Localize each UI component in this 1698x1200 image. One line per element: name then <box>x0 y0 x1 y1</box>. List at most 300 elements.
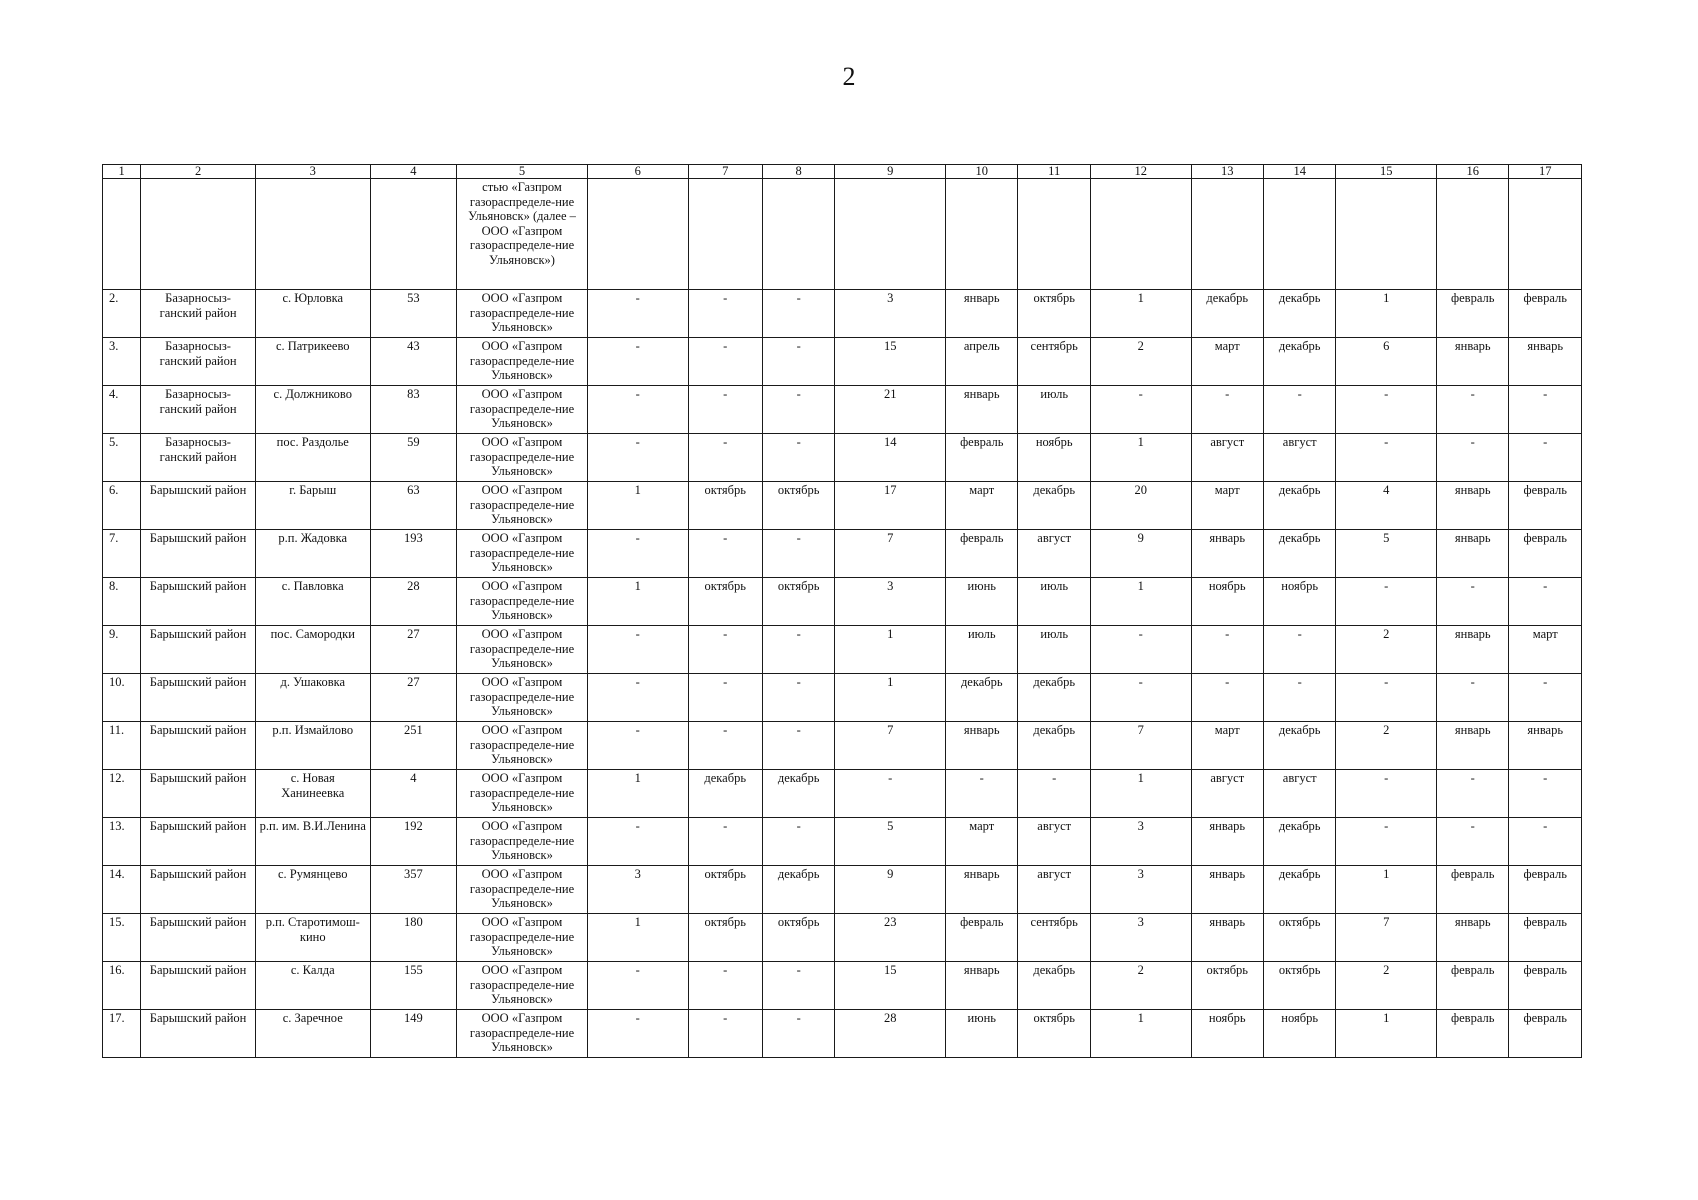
table-cell-col-16: февраль <box>1437 290 1509 338</box>
table-cell-col-4: 53 <box>370 290 457 338</box>
table-cell-col-16: январь <box>1437 338 1509 386</box>
table-cell-col-15: 2 <box>1336 962 1437 1010</box>
table-cell-col-3: с. Павловка <box>255 578 370 626</box>
table-cell-col-16: февраль <box>1437 1010 1509 1058</box>
continuation-cell-14 <box>1263 179 1335 290</box>
table-cell-col-16: январь <box>1437 722 1509 770</box>
table-cell-col-13: январь <box>1191 914 1263 962</box>
table-cell-col-7: - <box>688 1010 762 1058</box>
table-cell-col-4: 27 <box>370 626 457 674</box>
table-cell-col-12: 1 <box>1090 1010 1191 1058</box>
column-header-8: 8 <box>762 165 834 179</box>
table-cell-col-8: - <box>762 290 834 338</box>
table-cell-col-11: октябрь <box>1018 290 1090 338</box>
table-cell-col-7: октябрь <box>688 482 762 530</box>
column-header-9: 9 <box>835 165 946 179</box>
table-row <box>103 578 1582 626</box>
table-cell-col-14: октябрь <box>1263 962 1335 1010</box>
table-cell-col-2: Барышский район <box>141 626 256 674</box>
table-cell-col-6: - <box>587 818 688 866</box>
table-cell-col-5: ООО «Газпром газораспределе-ние Ульяновск» <box>457 434 588 482</box>
table-cell-col-11: июль <box>1018 386 1090 434</box>
continuation-cell-7 <box>688 179 762 290</box>
table-cell-col-12: 9 <box>1090 530 1191 578</box>
table-cell-col-10: июль <box>946 626 1018 674</box>
table-row <box>103 386 1582 434</box>
table-cell-col-17: январь <box>1509 722 1582 770</box>
table-cell-col-5: ООО «Газпром газораспределе-ние Ульяновск» <box>457 722 588 770</box>
table-cell-col-2: Барышский район <box>141 914 256 962</box>
table-cell-col-17: январь <box>1509 338 1582 386</box>
table-cell-col-1: 8. <box>103 578 141 626</box>
table-cell-col-11: - <box>1018 770 1090 818</box>
table-cell-col-1: 16. <box>103 962 141 1010</box>
table-cell-col-10: февраль <box>946 530 1018 578</box>
table-cell-col-16: - <box>1437 770 1509 818</box>
table-cell-col-14: - <box>1263 626 1335 674</box>
table-cell-col-12: - <box>1090 626 1191 674</box>
table-cell-col-16: - <box>1437 578 1509 626</box>
table-cell-col-8: - <box>762 722 834 770</box>
table-cell-col-16: - <box>1437 434 1509 482</box>
table-row <box>103 1010 1582 1058</box>
table-cell-col-10: январь <box>946 290 1018 338</box>
table-cell-col-2: Барышский район <box>141 578 256 626</box>
table-cell-col-5: ООО «Газпром газораспределе-ние Ульяновск» <box>457 530 588 578</box>
table-cell-col-14: октябрь <box>1263 914 1335 962</box>
table-cell-col-3: с. Румянцево <box>255 866 370 914</box>
table-cell-col-15: - <box>1336 578 1437 626</box>
column-header-13: 13 <box>1191 165 1263 179</box>
table-cell-col-9: 15 <box>835 962 946 1010</box>
continuation-cell-1 <box>103 179 141 290</box>
table-cell-col-13: март <box>1191 722 1263 770</box>
table-cell-col-12: 1 <box>1090 578 1191 626</box>
table-cell-col-3: с. Новая Ханинеевка <box>255 770 370 818</box>
table-row-continuation <box>103 179 1582 290</box>
table-cell-col-2: Барышский район <box>141 722 256 770</box>
table-cell-col-11: июль <box>1018 578 1090 626</box>
table-cell-col-1: 4. <box>103 386 141 434</box>
continuation-cell-11 <box>1018 179 1090 290</box>
table-cell-col-11: декабрь <box>1018 962 1090 1010</box>
table-row <box>103 914 1582 962</box>
table-cell-col-6: - <box>587 434 688 482</box>
table-cell-col-12: 20 <box>1090 482 1191 530</box>
table-cell-col-5: ООО «Газпром газораспределе-ние Ульяновск» <box>457 1010 588 1058</box>
table-cell-col-9: 21 <box>835 386 946 434</box>
table-cell-col-16: - <box>1437 386 1509 434</box>
column-header-14: 14 <box>1263 165 1335 179</box>
continuation-cell-16 <box>1437 179 1509 290</box>
table-cell-col-7: октябрь <box>688 578 762 626</box>
table-cell-col-10: апрель <box>946 338 1018 386</box>
table-cell-col-8: декабрь <box>762 770 834 818</box>
table-cell-col-15: 2 <box>1336 722 1437 770</box>
table-row <box>103 722 1582 770</box>
table-cell-col-4: 155 <box>370 962 457 1010</box>
column-header-2: 2 <box>141 165 256 179</box>
table-cell-col-5: ООО «Газпром газораспределе-ние Ульяновск» <box>457 914 588 962</box>
table-row <box>103 530 1582 578</box>
table-cell-col-5: ООО «Газпром газораспределе-ние Ульяновск» <box>457 770 588 818</box>
table-cell-col-5: ООО «Газпром газораспределе-ние Ульяновск» <box>457 962 588 1010</box>
table-cell-col-1: 10. <box>103 674 141 722</box>
table-cell-col-9: 3 <box>835 290 946 338</box>
table-cell-col-6: 1 <box>587 578 688 626</box>
table-cell-col-12: 1 <box>1090 770 1191 818</box>
table-cell-col-14: - <box>1263 386 1335 434</box>
table-cell-col-8: - <box>762 1010 834 1058</box>
table-cell-col-13: январь <box>1191 866 1263 914</box>
table-cell-col-4: 192 <box>370 818 457 866</box>
table-cell-col-13: январь <box>1191 530 1263 578</box>
table-cell-col-9: 7 <box>835 722 946 770</box>
table-cell-col-17: февраль <box>1509 290 1582 338</box>
column-header-17: 17 <box>1509 165 1582 179</box>
table-cell-col-9: 3 <box>835 578 946 626</box>
table-cell-col-15: - <box>1336 818 1437 866</box>
table-cell-col-2: Базарносыз-ганский район <box>141 386 256 434</box>
table-cell-col-14: декабрь <box>1263 338 1335 386</box>
table-cell-col-1: 6. <box>103 482 141 530</box>
table-cell-col-7: октябрь <box>688 866 762 914</box>
table-cell-col-8: - <box>762 530 834 578</box>
table-cell-col-16: - <box>1437 818 1509 866</box>
table-cell-col-3: пос. Раздолье <box>255 434 370 482</box>
table-cell-col-11: октябрь <box>1018 1010 1090 1058</box>
table-cell-col-1: 13. <box>103 818 141 866</box>
continuation-cell-5: стью «Газпром газораспределе-ние Ульяновск» (далее – ООО «Газпром газораспределе-ние Ульяновск») <box>457 179 588 290</box>
table-cell-col-6: - <box>587 530 688 578</box>
table-row <box>103 818 1582 866</box>
table-cell-col-17: февраль <box>1509 914 1582 962</box>
table-cell-col-11: декабрь <box>1018 722 1090 770</box>
table-cell-col-2: Барышский район <box>141 770 256 818</box>
table-cell-col-4: 27 <box>370 674 457 722</box>
table-cell-col-5: ООО «Газпром газораспределе-ние Ульяновск» <box>457 866 588 914</box>
table-cell-col-13: август <box>1191 770 1263 818</box>
table-cell-col-13: ноябрь <box>1191 578 1263 626</box>
table-cell-col-4: 149 <box>370 1010 457 1058</box>
table-cell-col-2: Барышский район <box>141 674 256 722</box>
table-cell-col-4: 180 <box>370 914 457 962</box>
continuation-cell-12 <box>1090 179 1191 290</box>
table-cell-col-14: декабрь <box>1263 290 1335 338</box>
table-cell-col-6: 1 <box>587 914 688 962</box>
column-header-1: 1 <box>103 165 141 179</box>
table-cell-col-2: Барышский район <box>141 1010 256 1058</box>
table-cell-col-10: март <box>946 818 1018 866</box>
table-cell-col-10: декабрь <box>946 674 1018 722</box>
column-header-4: 4 <box>370 165 457 179</box>
table-cell-col-11: август <box>1018 530 1090 578</box>
table-cell-col-8: - <box>762 626 834 674</box>
table-cell-col-4: 59 <box>370 434 457 482</box>
table-cell-col-9: - <box>835 770 946 818</box>
table-cell-col-14: декабрь <box>1263 866 1335 914</box>
table-cell-col-5: ООО «Газпром газораспределе-ние Ульяновск» <box>457 482 588 530</box>
table-cell-col-7: - <box>688 962 762 1010</box>
table-cell-col-13: март <box>1191 482 1263 530</box>
table-cell-col-15: - <box>1336 386 1437 434</box>
table-row <box>103 434 1582 482</box>
table-cell-col-7: - <box>688 722 762 770</box>
table-cell-col-3: с. Юрловка <box>255 290 370 338</box>
table-cell-col-4: 357 <box>370 866 457 914</box>
table-cell-col-10: март <box>946 482 1018 530</box>
table-cell-col-15: 7 <box>1336 914 1437 962</box>
column-header-6: 6 <box>587 165 688 179</box>
table-cell-col-11: август <box>1018 866 1090 914</box>
table-cell-col-7: - <box>688 674 762 722</box>
table-cell-col-2: Барышский район <box>141 962 256 1010</box>
table-row <box>103 482 1582 530</box>
table-cell-col-1: 17. <box>103 1010 141 1058</box>
table-row <box>103 962 1582 1010</box>
table-cell-col-1: 9. <box>103 626 141 674</box>
table-cell-col-7: октябрь <box>688 914 762 962</box>
table-cell-col-15: - <box>1336 434 1437 482</box>
table-cell-col-17: - <box>1509 674 1582 722</box>
table-cell-col-2: Базарносыз-ганский район <box>141 338 256 386</box>
table-cell-col-6: - <box>587 386 688 434</box>
table-cell-col-13: декабрь <box>1191 290 1263 338</box>
table-cell-col-10: июнь <box>946 1010 1018 1058</box>
table-cell-col-9: 7 <box>835 530 946 578</box>
table-cell-col-11: декабрь <box>1018 482 1090 530</box>
table-cell-col-4: 193 <box>370 530 457 578</box>
continuation-cell-6 <box>587 179 688 290</box>
table-cell-col-11: сентябрь <box>1018 914 1090 962</box>
column-header-3: 3 <box>255 165 370 179</box>
table-cell-col-14: декабрь <box>1263 482 1335 530</box>
table-cell-col-8: октябрь <box>762 578 834 626</box>
table-cell-col-9: 9 <box>835 866 946 914</box>
table-cell-col-1: 15. <box>103 914 141 962</box>
table-cell-col-11: декабрь <box>1018 674 1090 722</box>
table-cell-col-5: ООО «Газпром газораспределе-ние Ульяновск» <box>457 386 588 434</box>
column-header-10: 10 <box>946 165 1018 179</box>
table-cell-col-15: 5 <box>1336 530 1437 578</box>
table-row <box>103 338 1582 386</box>
table-cell-col-9: 23 <box>835 914 946 962</box>
column-header-7: 7 <box>688 165 762 179</box>
table-cell-col-2: Базарносыз-ганский район <box>141 290 256 338</box>
table-cell-col-15: 6 <box>1336 338 1437 386</box>
table-cell-col-15: - <box>1336 770 1437 818</box>
table-cell-col-4: 251 <box>370 722 457 770</box>
table-cell-col-7: - <box>688 290 762 338</box>
table-cell-col-10: январь <box>946 386 1018 434</box>
table-header-row <box>103 165 1582 179</box>
table-cell-col-3: р.п. Жадовка <box>255 530 370 578</box>
table-cell-col-4: 28 <box>370 578 457 626</box>
table-cell-col-8: - <box>762 338 834 386</box>
page-number: 2 <box>842 62 856 91</box>
table-cell-col-12: 1 <box>1090 434 1191 482</box>
table-cell-col-6: 1 <box>587 482 688 530</box>
continuation-cell-8 <box>762 179 834 290</box>
table-cell-col-2: Барышский район <box>141 818 256 866</box>
table-cell-col-14: ноябрь <box>1263 578 1335 626</box>
table-row <box>103 866 1582 914</box>
table-cell-col-13: ноябрь <box>1191 1010 1263 1058</box>
table-cell-col-17: февраль <box>1509 1010 1582 1058</box>
column-header-15: 15 <box>1336 165 1437 179</box>
table-cell-col-6: - <box>587 290 688 338</box>
table-cell-col-16: февраль <box>1437 962 1509 1010</box>
table-cell-col-10: январь <box>946 866 1018 914</box>
table-cell-col-8: - <box>762 674 834 722</box>
table-cell-col-11: август <box>1018 818 1090 866</box>
table-cell-col-8: - <box>762 818 834 866</box>
table-cell-col-13: - <box>1191 386 1263 434</box>
continuation-cell-13 <box>1191 179 1263 290</box>
table-cell-col-1: 2. <box>103 290 141 338</box>
table-cell-col-12: 3 <box>1090 818 1191 866</box>
table-cell-col-16: - <box>1437 674 1509 722</box>
table-cell-col-10: январь <box>946 722 1018 770</box>
table-cell-col-10: - <box>946 770 1018 818</box>
table-cell-col-2: Базарносыз-ганский район <box>141 434 256 482</box>
table-cell-col-12: 7 <box>1090 722 1191 770</box>
table-row <box>103 770 1582 818</box>
table-cell-col-4: 43 <box>370 338 457 386</box>
table-cell-col-9: 14 <box>835 434 946 482</box>
table-cell-col-9: 17 <box>835 482 946 530</box>
table-cell-col-6: 3 <box>587 866 688 914</box>
table-cell-col-7: - <box>688 818 762 866</box>
table-cell-col-13: январь <box>1191 818 1263 866</box>
table-cell-col-1: 12. <box>103 770 141 818</box>
continuation-cell-3 <box>255 179 370 290</box>
table-cell-col-10: январь <box>946 962 1018 1010</box>
table-cell-col-7: - <box>688 386 762 434</box>
table-cell-col-4: 83 <box>370 386 457 434</box>
table-cell-col-12: 2 <box>1090 338 1191 386</box>
table-cell-col-17: февраль <box>1509 530 1582 578</box>
table-cell-col-8: - <box>762 386 834 434</box>
table-cell-col-2: Барышский район <box>141 866 256 914</box>
table-cell-col-9: 1 <box>835 626 946 674</box>
table-cell-col-1: 7. <box>103 530 141 578</box>
continuation-cell-10 <box>946 179 1018 290</box>
table-cell-col-3: с. Должниково <box>255 386 370 434</box>
table-body <box>103 179 1582 1058</box>
table-cell-col-9: 28 <box>835 1010 946 1058</box>
table-cell-col-10: февраль <box>946 914 1018 962</box>
table-cell-col-17: февраль <box>1509 866 1582 914</box>
table-cell-col-8: - <box>762 962 834 1010</box>
table-cell-col-14: декабрь <box>1263 818 1335 866</box>
table-cell-col-15: 4 <box>1336 482 1437 530</box>
table-cell-col-16: январь <box>1437 482 1509 530</box>
table-cell-col-12: - <box>1090 386 1191 434</box>
table-cell-col-14: август <box>1263 434 1335 482</box>
table-cell-col-11: ноябрь <box>1018 434 1090 482</box>
continuation-cell-2 <box>141 179 256 290</box>
table-cell-col-17: - <box>1509 818 1582 866</box>
column-header-12: 12 <box>1090 165 1191 179</box>
table-cell-col-2: Барышский район <box>141 530 256 578</box>
table-cell-col-1: 14. <box>103 866 141 914</box>
table-cell-col-6: - <box>587 626 688 674</box>
table-cell-col-13: август <box>1191 434 1263 482</box>
table-cell-col-16: январь <box>1437 914 1509 962</box>
table-cell-col-16: февраль <box>1437 866 1509 914</box>
column-header-16: 16 <box>1437 165 1509 179</box>
table-cell-col-16: январь <box>1437 626 1509 674</box>
table-cell-col-1: 3. <box>103 338 141 386</box>
table-cell-col-9: 1 <box>835 674 946 722</box>
table-cell-col-5: ООО «Газпром газораспределе-ние Ульяновск» <box>457 338 588 386</box>
table-cell-col-10: февраль <box>946 434 1018 482</box>
table-cell-col-15: 1 <box>1336 866 1437 914</box>
table-cell-col-17: - <box>1509 386 1582 434</box>
table-cell-col-11: июль <box>1018 626 1090 674</box>
table-cell-col-3: с. Калда <box>255 962 370 1010</box>
table-cell-col-17: - <box>1509 770 1582 818</box>
table-cell-col-3: д. Ушаковка <box>255 674 370 722</box>
schedule-table-container <box>102 164 1582 1058</box>
table-cell-col-14: декабрь <box>1263 722 1335 770</box>
table-cell-col-6: - <box>587 674 688 722</box>
table-cell-col-5: ООО «Газпром газораспределе-ние Ульяновск» <box>457 290 588 338</box>
table-cell-col-3: р.п. Измайлово <box>255 722 370 770</box>
column-header-11: 11 <box>1018 165 1090 179</box>
table-cell-col-14: ноябрь <box>1263 1010 1335 1058</box>
table-cell-col-9: 5 <box>835 818 946 866</box>
column-header-5: 5 <box>457 165 588 179</box>
table-cell-col-12: 3 <box>1090 866 1191 914</box>
continuation-cell-17 <box>1509 179 1582 290</box>
table-cell-col-15: - <box>1336 674 1437 722</box>
table-cell-col-14: август <box>1263 770 1335 818</box>
table-cell-col-17: - <box>1509 578 1582 626</box>
table-cell-col-7: декабрь <box>688 770 762 818</box>
schedule-table <box>102 164 1582 1058</box>
table-cell-col-10: июнь <box>946 578 1018 626</box>
table-cell-col-7: - <box>688 626 762 674</box>
table-cell-col-9: 15 <box>835 338 946 386</box>
table-cell-col-5: ООО «Газпром газораспределе-ние Ульяновск» <box>457 578 588 626</box>
table-cell-col-13: - <box>1191 674 1263 722</box>
table-cell-col-12: 2 <box>1090 962 1191 1010</box>
table-cell-col-3: р.п. им. В.И.Ленина <box>255 818 370 866</box>
table-row <box>103 674 1582 722</box>
table-cell-col-7: - <box>688 530 762 578</box>
table-cell-col-8: - <box>762 434 834 482</box>
table-cell-col-5: ООО «Газпром газораспределе-ние Ульяновск» <box>457 818 588 866</box>
table-cell-col-6: - <box>587 338 688 386</box>
table-cell-col-6: 1 <box>587 770 688 818</box>
continuation-cell-9 <box>835 179 946 290</box>
table-cell-col-3: г. Барыш <box>255 482 370 530</box>
table-cell-col-15: 2 <box>1336 626 1437 674</box>
table-cell-col-17: февраль <box>1509 482 1582 530</box>
table-cell-col-4: 63 <box>370 482 457 530</box>
table-cell-col-12: 3 <box>1090 914 1191 962</box>
table-row <box>103 290 1582 338</box>
table-cell-col-6: - <box>587 962 688 1010</box>
table-cell-col-13: март <box>1191 338 1263 386</box>
table-cell-col-5: ООО «Газпром газораспределе-ние Ульяновск» <box>457 674 588 722</box>
continuation-cell-15 <box>1336 179 1437 290</box>
table-cell-col-17: февраль <box>1509 962 1582 1010</box>
table-cell-col-4: 4 <box>370 770 457 818</box>
table-cell-col-3: р.п. Старотимош-кино <box>255 914 370 962</box>
